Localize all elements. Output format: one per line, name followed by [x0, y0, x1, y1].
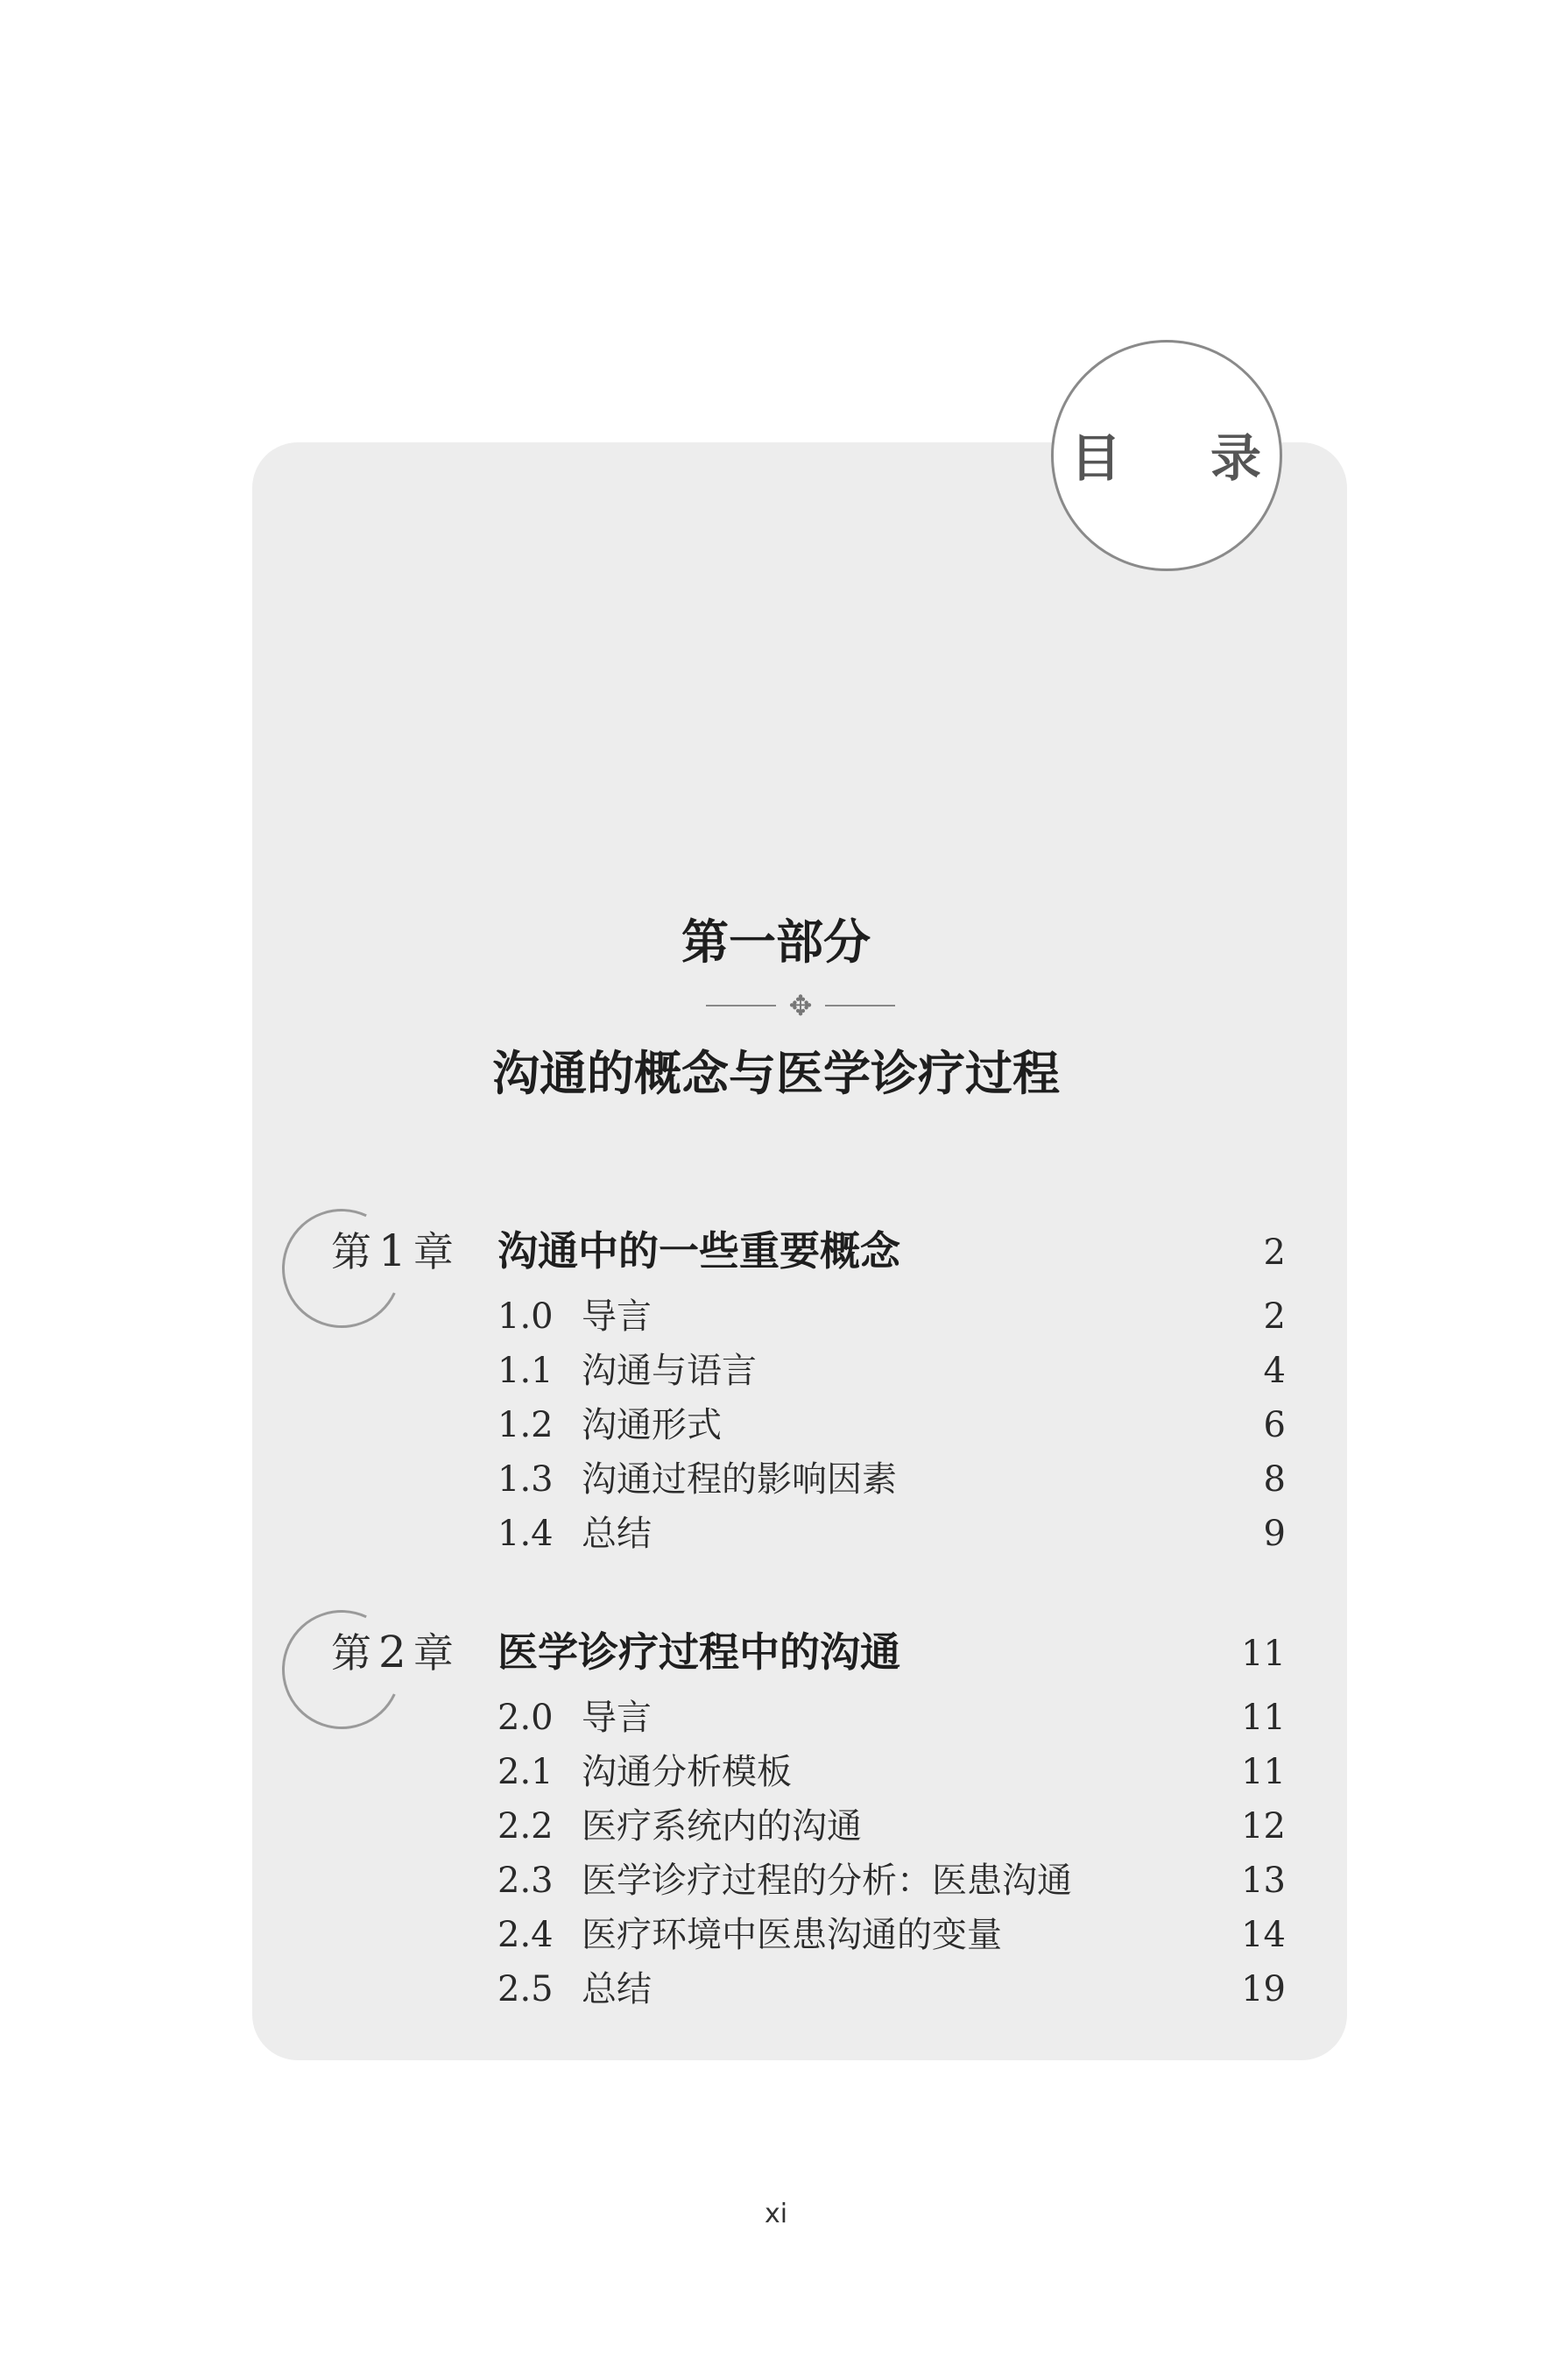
toc-section-2-5[interactable] [0, 1962, 1552, 2016]
chapter-number [331, 1626, 454, 1679]
chapter-number [331, 1225, 454, 1278]
part-label: 第一部分 [681, 914, 871, 970]
section-title: 总结 [582, 1969, 652, 2009]
chapter-suffix: 章 [413, 1228, 454, 1275]
section-number: 2.3 [497, 1861, 554, 1901]
section-page-number: 13 [1241, 1861, 1286, 1901]
section-number: 1.1 [497, 1351, 554, 1391]
section-page-number: 6 [1263, 1405, 1286, 1445]
section-title: 沟通与语言 [582, 1351, 757, 1391]
divider-line-right [825, 1005, 895, 1006]
toc-section-1-0[interactable] [0, 1289, 1552, 1344]
section-title: 导言 [582, 1296, 652, 1337]
section-page-number: 11 [1241, 1752, 1286, 1792]
chapter-number-digit: 2 [378, 1627, 406, 1677]
contents-title-char-2: 录 [1210, 428, 1262, 488]
section-number: 1.2 [497, 1405, 554, 1445]
part-title: 沟通的概念与医学诊疗过程 [492, 1045, 1060, 1101]
toc-section-1-4[interactable] [0, 1507, 1552, 1561]
section-title: 导言 [582, 1698, 652, 1738]
section-title: 医疗系统内的沟通 [582, 1806, 862, 1847]
section-page-number: 9 [1263, 1514, 1286, 1554]
section-page-number: 12 [1241, 1806, 1286, 1847]
toc-section-1-2[interactable] [0, 1398, 1552, 1452]
section-title: 沟通形式 [582, 1405, 722, 1445]
chapter-title: 医学诊疗过程中的沟通 [497, 1628, 900, 1676]
section-number: 2.0 [497, 1698, 554, 1738]
section-title: 总结 [582, 1514, 652, 1554]
section-page-number: 11 [1241, 1698, 1286, 1738]
section-number: 2.4 [497, 1915, 554, 1955]
section-page-number: 8 [1263, 1459, 1286, 1500]
section-page-number: 4 [1263, 1351, 1286, 1391]
section-number: 1.4 [497, 1514, 554, 1554]
chapter-page-number: 2 [1263, 1232, 1286, 1273]
chapter-number-digit: 1 [378, 1225, 406, 1276]
section-number: 1.3 [497, 1459, 554, 1500]
floral-ornament-icon: ✥ [788, 989, 813, 1022]
chapter-suffix: 章 [413, 1629, 454, 1677]
section-page-number: 2 [1263, 1296, 1286, 1337]
page-folio: xi [764, 2199, 788, 2229]
section-title: 沟通过程的影响因素 [582, 1459, 897, 1500]
toc-section-2-2[interactable] [0, 1799, 1552, 1854]
section-page-number: 14 [1241, 1915, 1286, 1955]
chapter-title: 沟通中的一些重要概念 [497, 1227, 900, 1275]
toc-section-1-3[interactable] [0, 1452, 1552, 1507]
contents-title-char-1: 目 [1070, 428, 1122, 488]
chapter-prefix: 第 [331, 1629, 371, 1677]
toc-section-2-4[interactable] [0, 1908, 1552, 1962]
chapter-page-number: 11 [1241, 1634, 1286, 1674]
chapter-prefix: 第 [331, 1228, 371, 1275]
section-number: 2.2 [497, 1806, 554, 1847]
section-title: 沟通分析模板 [582, 1752, 792, 1792]
part-divider [706, 990, 895, 1021]
toc-section-2-3[interactable] [0, 1854, 1552, 1908]
toc-section-2-1[interactable] [0, 1745, 1552, 1799]
toc-section-2-0[interactable] [0, 1691, 1552, 1745]
divider-line-left [706, 1005, 776, 1006]
toc-section-1-1[interactable] [0, 1344, 1552, 1398]
section-title: 医学诊疗过程的分析：医患沟通 [582, 1861, 1072, 1901]
section-title: 医疗环境中医患沟通的变量 [582, 1915, 1002, 1955]
section-number: 1.0 [497, 1296, 554, 1337]
section-page-number: 19 [1241, 1969, 1286, 2009]
section-number: 2.1 [497, 1752, 554, 1792]
section-number: 2.5 [497, 1969, 554, 2009]
